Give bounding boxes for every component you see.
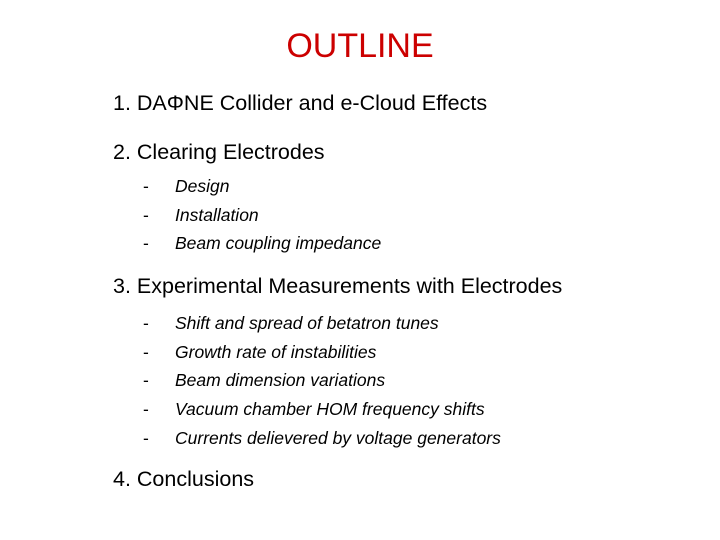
section-2-heading: 2. Clearing Electrodes — [113, 140, 325, 164]
section-2-bullet-list — [143, 172, 381, 258]
bullet-item — [143, 338, 501, 367]
section-4-heading: 4. Conclusions — [113, 467, 255, 491]
bullet-text: Growth rate of instabilities — [175, 341, 377, 362]
bullet-text: Beam coupling impedance — [175, 233, 382, 254]
bullet-text: Currents delievered by voltage generators — [175, 427, 501, 448]
bullet-text: Installation — [175, 204, 259, 225]
bullet-dash: - — [143, 204, 149, 225]
bullet-text: Beam dimension variations — [175, 370, 386, 391]
bullet-item — [143, 424, 501, 453]
bullet-text: Vacuum chamber HOM frequency shifts — [175, 399, 485, 420]
bullet-item — [143, 309, 501, 338]
bullet-item — [143, 229, 381, 258]
bullet-text: Design — [175, 176, 230, 196]
bullet-item — [143, 172, 381, 201]
section-3-heading: 3. Experimental Measurements with Electrodes — [113, 274, 563, 298]
bullet-dash: - — [143, 233, 149, 254]
section-3-bullet-list — [143, 309, 501, 453]
section-1-heading: 1. DAΦNE Collider and e-Cloud Effects — [113, 91, 488, 115]
bullet-item — [143, 366, 501, 395]
bullet-item — [143, 201, 381, 230]
bullet-dash: - — [143, 399, 149, 420]
bullet-dash: - — [143, 427, 149, 448]
bullet-dash: - — [143, 313, 149, 333]
slide-title: OUTLINE — [286, 27, 434, 65]
bullet-item — [143, 395, 501, 424]
bullet-text: Shift and spread of betatron tunes — [175, 313, 439, 333]
bullet-dash: - — [143, 176, 149, 196]
bullet-dash: - — [143, 341, 149, 362]
bullet-dash: - — [143, 370, 149, 391]
